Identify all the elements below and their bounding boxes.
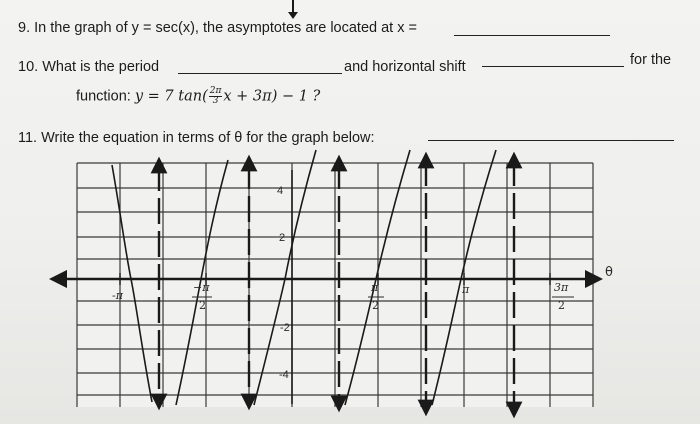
x-label-neg-half-pi-den: 2: [199, 299, 206, 312]
fraction-numerator: 2π: [209, 86, 222, 96]
x-label-neg-half-pi-num: −π: [193, 281, 210, 294]
y-label-neg4: -4: [279, 369, 289, 381]
theta-label: θ: [605, 265, 613, 280]
question-10-text-period: What is the period: [42, 59, 160, 75]
y-label-neg2: -2: [280, 322, 290, 334]
fraction-denominator: 3: [212, 96, 219, 106]
x-label-pi: π: [462, 283, 470, 296]
x-label-three-half-pi-den: 2: [558, 299, 565, 312]
x-label-half-pi-num: π: [371, 281, 379, 294]
question-10-number: 10.: [18, 59, 39, 75]
x-label-neg-pi: -π: [112, 289, 123, 302]
function-label: function:: [76, 88, 131, 105]
x-label-three-half-pi-num: 3π: [554, 281, 569, 294]
question-11-text: Write the equation in terms of θ for the graph below:: [41, 130, 375, 146]
y-label-4: 4: [277, 185, 284, 197]
top-arrow: [288, 0, 298, 19]
question-9-number: 9.: [18, 20, 31, 36]
question-10-text-end: for the: [630, 52, 672, 68]
equation-lhs: y = 7 tan(: [134, 88, 208, 105]
y-label-2: 2: [279, 232, 286, 244]
question-10-text-shift: and horizontal shift: [344, 59, 466, 75]
question-9-text: In the graph of y = sec(x), the asymptotes are located at x =: [34, 20, 417, 36]
x-label-half-pi-den: 2: [372, 299, 379, 312]
question-11-number: 11.: [18, 130, 38, 146]
equation-rhs: x + 3π) − 1 ?: [223, 88, 321, 105]
